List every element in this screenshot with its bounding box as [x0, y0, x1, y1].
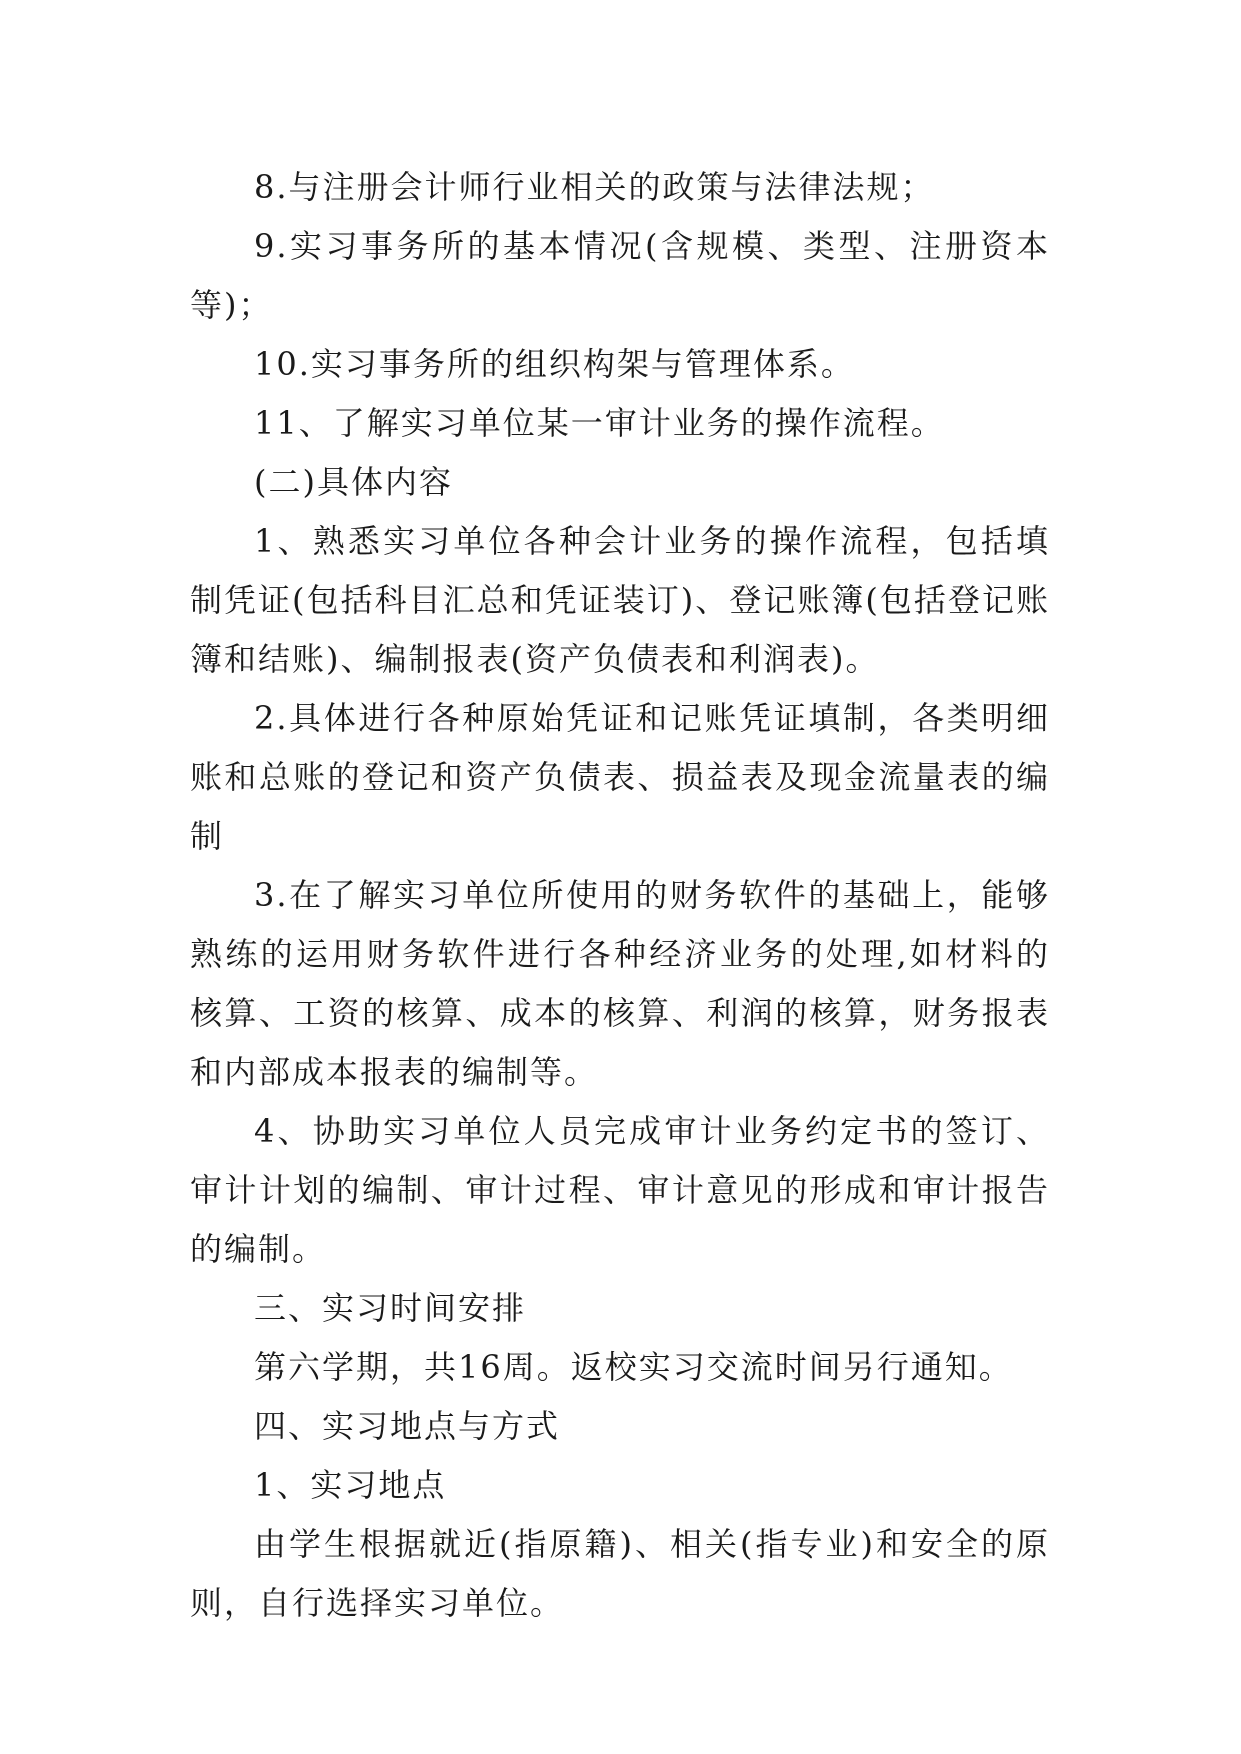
section-heading-location-method: 四、实习地点与方式 [254, 1407, 561, 1445]
content-item-2: 2.具体进行各种原始凭证和记账凭证填制，各类明细账和总账的登记和资产负债表、损益表及现金流量表的编制 [190, 699, 1050, 855]
location-text: 由学生根据就近(指原籍)、相关(指专业)和安全的原则，自行选择实习单位。 [190, 1525, 1050, 1622]
content-item-3: 3.在了解实习单位所使用的财务软件的基础上，能够熟练的运用财务软件进行各种经济业务的处理,如材料的核算、工资的核算、成本的核算、利润的核算，财务报表和内部成本报表的编制等。 [190, 876, 1050, 1091]
paragraph-item-10: 10.实习事务所的组织构架与管理体系。 [254, 345, 855, 383]
subheading-location: 1、实习地点 [254, 1466, 447, 1504]
content-item-1: 1、熟悉实习单位各种会计业务的操作流程，包括填制凭证(包括科目汇总和凭证装订)、登记账簿(包括登记账簿和结账)、编制报表(资产负债表和利润表)。 [190, 522, 1050, 678]
section-heading-schedule: 三、实习时间安排 [254, 1289, 527, 1327]
document-body [190, 158, 1050, 1633]
section-heading-specific-content: (二)具体内容 [254, 463, 453, 501]
schedule-text: 第六学期，共16周。返校实习交流时间另行通知。 [254, 1348, 1013, 1386]
paragraph-item-11: 11、了解实习单位某一审计业务的操作流程。 [254, 404, 945, 442]
paragraph-item-9: 9.实习事务所的基本情况(含规模、类型、注册资本等)； [190, 227, 1050, 324]
paragraph-item-8: 8.与注册会计师行业相关的政策与法律法规； [254, 168, 935, 206]
content-item-4: 4、协助实习单位人员完成审计业务约定书的签订、审计计划的编制、审计过程、审计意见的形成和审计报告的编制。 [190, 1112, 1050, 1268]
